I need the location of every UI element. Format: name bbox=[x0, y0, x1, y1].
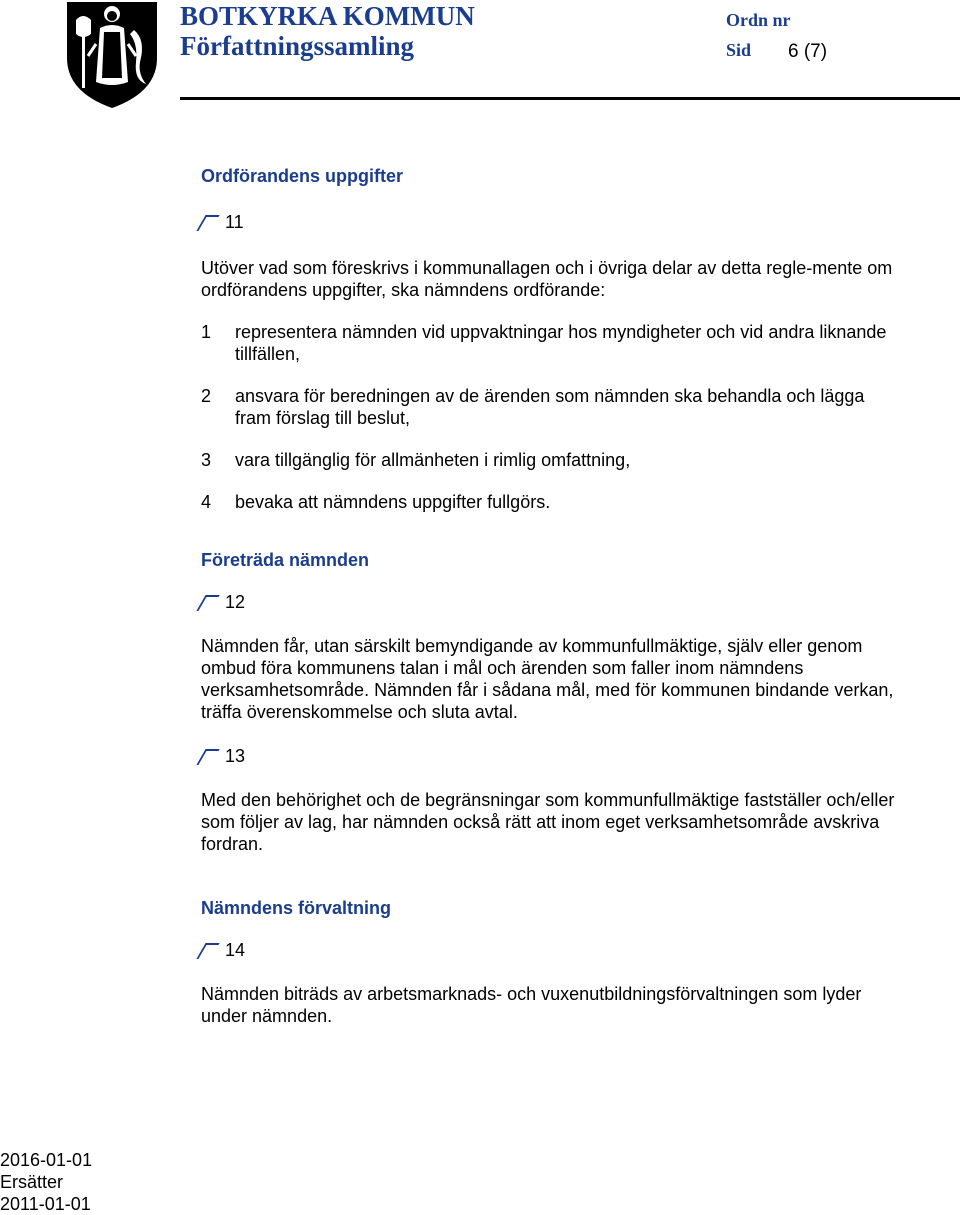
paragraph-text: Med den behörighet och de begränsningar som kommunfullmäktige fastställer och/eller som följer av lag, har nämnden också rätt att inom eget verksamhetsområde avskriva fordran. bbox=[201, 790, 895, 854]
section-heading: Ordförandens uppgifter bbox=[201, 166, 403, 186]
list-item-number: 1 bbox=[201, 322, 212, 342]
collection-title: Författningssamling bbox=[180, 31, 415, 61]
document-body bbox=[201, 165, 901, 1027]
paragraph-text: Utöver vad som föreskrivs i kommunallagen och i övriga delar av detta regle-mente om ordförandens uppgifter, ska nämndens ordförande: bbox=[201, 258, 893, 300]
paragraph-number: 14 bbox=[225, 940, 246, 960]
list-item-text: vara tillgänglig för allmänheten i rimlig omfattning, bbox=[235, 450, 631, 470]
list-item bbox=[201, 449, 901, 471]
page-number: 6 (7) bbox=[788, 41, 828, 62]
list-item-number: 4 bbox=[201, 492, 212, 512]
replaces-date: 2011-01-01 bbox=[0, 1194, 91, 1214]
list-item bbox=[201, 321, 901, 365]
header-divider bbox=[180, 97, 960, 100]
paragraph-text: Nämnden får, utan särskilt bemyndigande av kommunfullmäktige, själv eller genom ombud föra kommunens talan i mål och ärenden som faller inom nämndens verksamhetsområde. Nämnden får i sådana mål, med för kommunen bindande verkan, träffa överenskommelse och sluta avtal. bbox=[201, 636, 894, 722]
list-item-number: 2 bbox=[201, 386, 212, 406]
list-item bbox=[201, 491, 901, 513]
paragraph-marker bbox=[201, 745, 901, 767]
organization-name: BOTKYRKA KOMMUN bbox=[180, 1, 475, 31]
list-item-text: ansvara för beredningen av de ärenden som nämnden ska behandla och lägga fram förslag till beslut, bbox=[235, 386, 865, 428]
paragraph-marker bbox=[201, 939, 901, 961]
list-item-number: 3 bbox=[201, 450, 212, 470]
municipal-coat-of-arms-icon bbox=[64, 0, 160, 110]
footer bbox=[0, 1149, 92, 1215]
section-sign-icon bbox=[196, 749, 219, 765]
list-item-text: representera nämnden vid uppvaktningar hos myndigheter och vid andra liknande tillfällen, bbox=[235, 322, 887, 364]
paragraph-marker bbox=[201, 211, 901, 233]
section-sign-icon bbox=[196, 595, 219, 611]
page-label: Sid bbox=[726, 40, 752, 60]
section-heading: Företräda nämnden bbox=[201, 550, 370, 570]
paragraph-number: 13 bbox=[225, 746, 246, 766]
replaces-label: Ersätter bbox=[0, 1172, 64, 1192]
effective-date: 2016-01-01 bbox=[0, 1150, 93, 1170]
paragraph-number: 11 bbox=[225, 212, 244, 232]
list-item-text: bevaka att nämndens uppgifter fullgörs. bbox=[235, 492, 551, 512]
list-item bbox=[201, 385, 901, 429]
paragraph-number: 12 bbox=[225, 592, 246, 612]
section-sign-icon bbox=[196, 215, 219, 231]
paragraph-marker bbox=[201, 591, 901, 613]
section-heading: Nämndens förvaltning bbox=[201, 898, 392, 918]
section-sign-icon bbox=[196, 943, 219, 959]
paragraph-text: Nämnden biträds av arbetsmarknads- och vuxenutbildningsförvaltningen som lyder under nämnden. bbox=[201, 984, 862, 1026]
ordn-nr-label: Ordn nr bbox=[726, 10, 791, 30]
